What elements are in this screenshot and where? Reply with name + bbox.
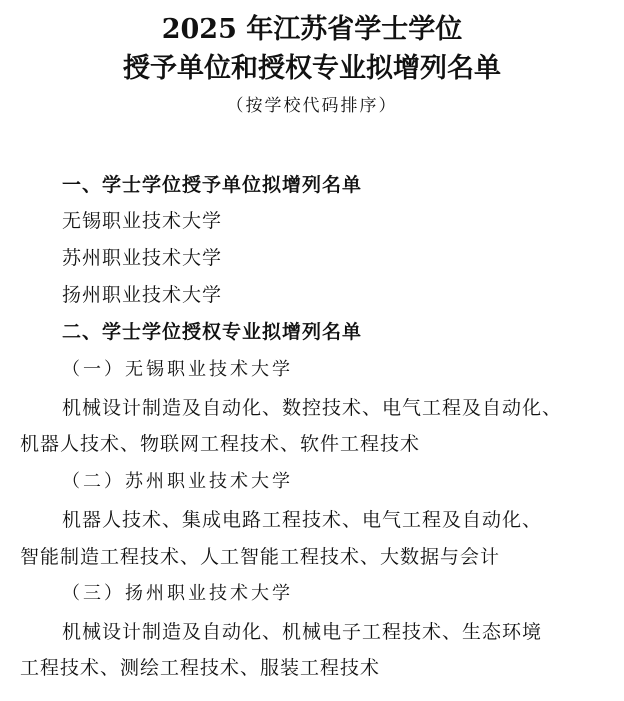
group-1-label: （一）无锡职业技术大学 (62, 359, 293, 380)
document-title-line-1: 2025 年江苏省学士学位 (161, 14, 463, 45)
document-title-line-2: 授予单位和授权专业拟增列名单 (123, 53, 501, 84)
group-3-majors-line-1: 机械设计制造及自动化、机械电子工程技术、生态环境 (62, 621, 543, 643)
section-1-item: 无锡职业技术大学 (62, 210, 223, 232)
group-1-majors-line-2: 机器人技术、物联网工程技术、软件工程技术 (20, 433, 421, 455)
section-1-heading: 一、学士学位授予单位拟增列名单 (62, 174, 363, 196)
group-1-majors-line-1: 机械设计制造及自动化、数控技术、电气工程及自动化、 (62, 397, 563, 419)
group-3-label: （三）扬州职业技术大学 (62, 583, 293, 604)
section-1-item: 苏州职业技术大学 (62, 247, 223, 269)
group-2-label: （二）苏州职业技术大学 (62, 471, 293, 492)
section-1-item: 扬州职业技术大学 (62, 284, 223, 306)
group-2-majors-line-2: 智能制造工程技术、人工智能工程技术、大数据与会计 (20, 546, 501, 568)
section-2-heading: 二、学士学位授权专业拟增列名单 (62, 321, 363, 343)
document-subtitle: （按学校代码排序） (226, 96, 398, 116)
group-2-majors-line-1: 机器人技术、集成电路工程技术、电气工程及自动化、 (62, 509, 543, 531)
group-3-majors-line-2: 工程技术、测绘工程技术、服装工程技术 (20, 657, 381, 679)
